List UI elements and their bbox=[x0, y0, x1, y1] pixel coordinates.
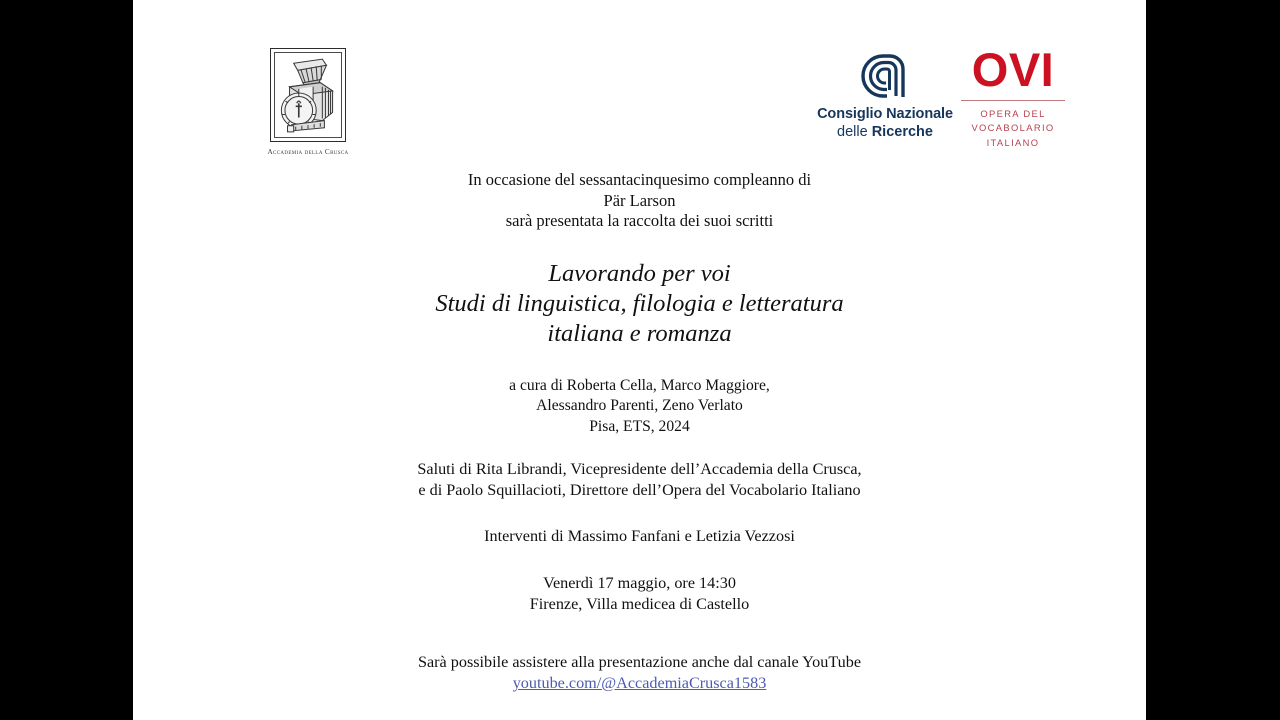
publisher-line: Pisa, ETS, 2024 bbox=[589, 417, 690, 435]
slide-content bbox=[133, 170, 1146, 694]
event-datetime-block bbox=[133, 573, 1146, 615]
editors-block bbox=[133, 376, 1146, 437]
crusca-emblem-icon bbox=[274, 52, 342, 138]
stream-note: Sarà possibile assistere alla presentazione anche dal canale YouTube bbox=[417, 653, 862, 671]
speakers-line1: Interventi di Massimo Fanfani e Letizia Vezzosi bbox=[484, 527, 795, 545]
ovi-subtitle-line1: OPERA DEL bbox=[980, 107, 1046, 119]
cnr-monogram-icon bbox=[859, 52, 911, 100]
ovi-divider bbox=[961, 100, 1065, 101]
event-date-time: Venerdì 17 maggio, ore 14:30 bbox=[543, 574, 736, 592]
ovi-subtitle-line2: VOCABOLARIO bbox=[971, 122, 1055, 134]
book-title-sub2: italiana e romanza bbox=[547, 319, 732, 347]
cnr-wordmark-ricerche: Ricerche bbox=[871, 123, 933, 140]
cnr-wordmark-line1: Consiglio Nazionale bbox=[817, 106, 953, 122]
youtube-channel-link[interactable]: youtube.com/@AccademiaCrusca1583 bbox=[512, 674, 767, 692]
ovi-acronym: OVI bbox=[971, 43, 1055, 96]
event-venue: Firenze, Villa medicea di Castello bbox=[529, 595, 750, 613]
intro-line1: In occasione del sessantacinquesimo compleanno di bbox=[467, 170, 812, 189]
cnr-wordmark-delle: delle bbox=[837, 123, 872, 140]
greetings-line1: Saluti di Rita Librandi, Vicepresidente dell’Accademia della Crusca, bbox=[417, 460, 862, 478]
book-title-main: Lavorando per voi bbox=[548, 259, 731, 287]
book-title-sub1: Studi di linguistica, filologia e letteratura bbox=[435, 289, 844, 317]
intro-line3: sarà presentata la raccolta dei suoi scritti bbox=[505, 211, 774, 231]
stream-block bbox=[133, 652, 1146, 694]
letterbox-bar-right bbox=[1146, 0, 1280, 720]
ovi-subtitle bbox=[933, 107, 1093, 151]
greetings-line2: e di Paolo Squillacioti, Direttore dell’Opera del Vocabolario Italiano bbox=[418, 481, 861, 499]
stream-link-row bbox=[133, 673, 1146, 694]
editors-line1: a cura di Roberta Cella, Marco Maggiore, bbox=[509, 376, 770, 394]
crusca-logo-caption: Accademia della Crusca bbox=[267, 148, 349, 156]
speakers-block bbox=[133, 526, 1146, 547]
letterbox-bar-left bbox=[0, 0, 133, 720]
crusca-emblem-frame bbox=[270, 48, 346, 142]
intro-block bbox=[133, 170, 1146, 232]
greetings-block bbox=[133, 459, 1146, 501]
frullone-icon bbox=[275, 53, 341, 137]
book-title-block bbox=[133, 259, 1146, 349]
editors-line2: Alessandro Parenti, Zeno Verlato bbox=[536, 397, 743, 415]
logo-row bbox=[133, 0, 1146, 170]
presentation-slide bbox=[133, 0, 1146, 720]
ovi-logo bbox=[933, 43, 1093, 150]
intro-line2-honoree: Pär Larson bbox=[603, 190, 676, 210]
ovi-subtitle-line3: ITALIANO bbox=[986, 136, 1040, 148]
accademia-della-crusca-logo bbox=[258, 48, 358, 156]
